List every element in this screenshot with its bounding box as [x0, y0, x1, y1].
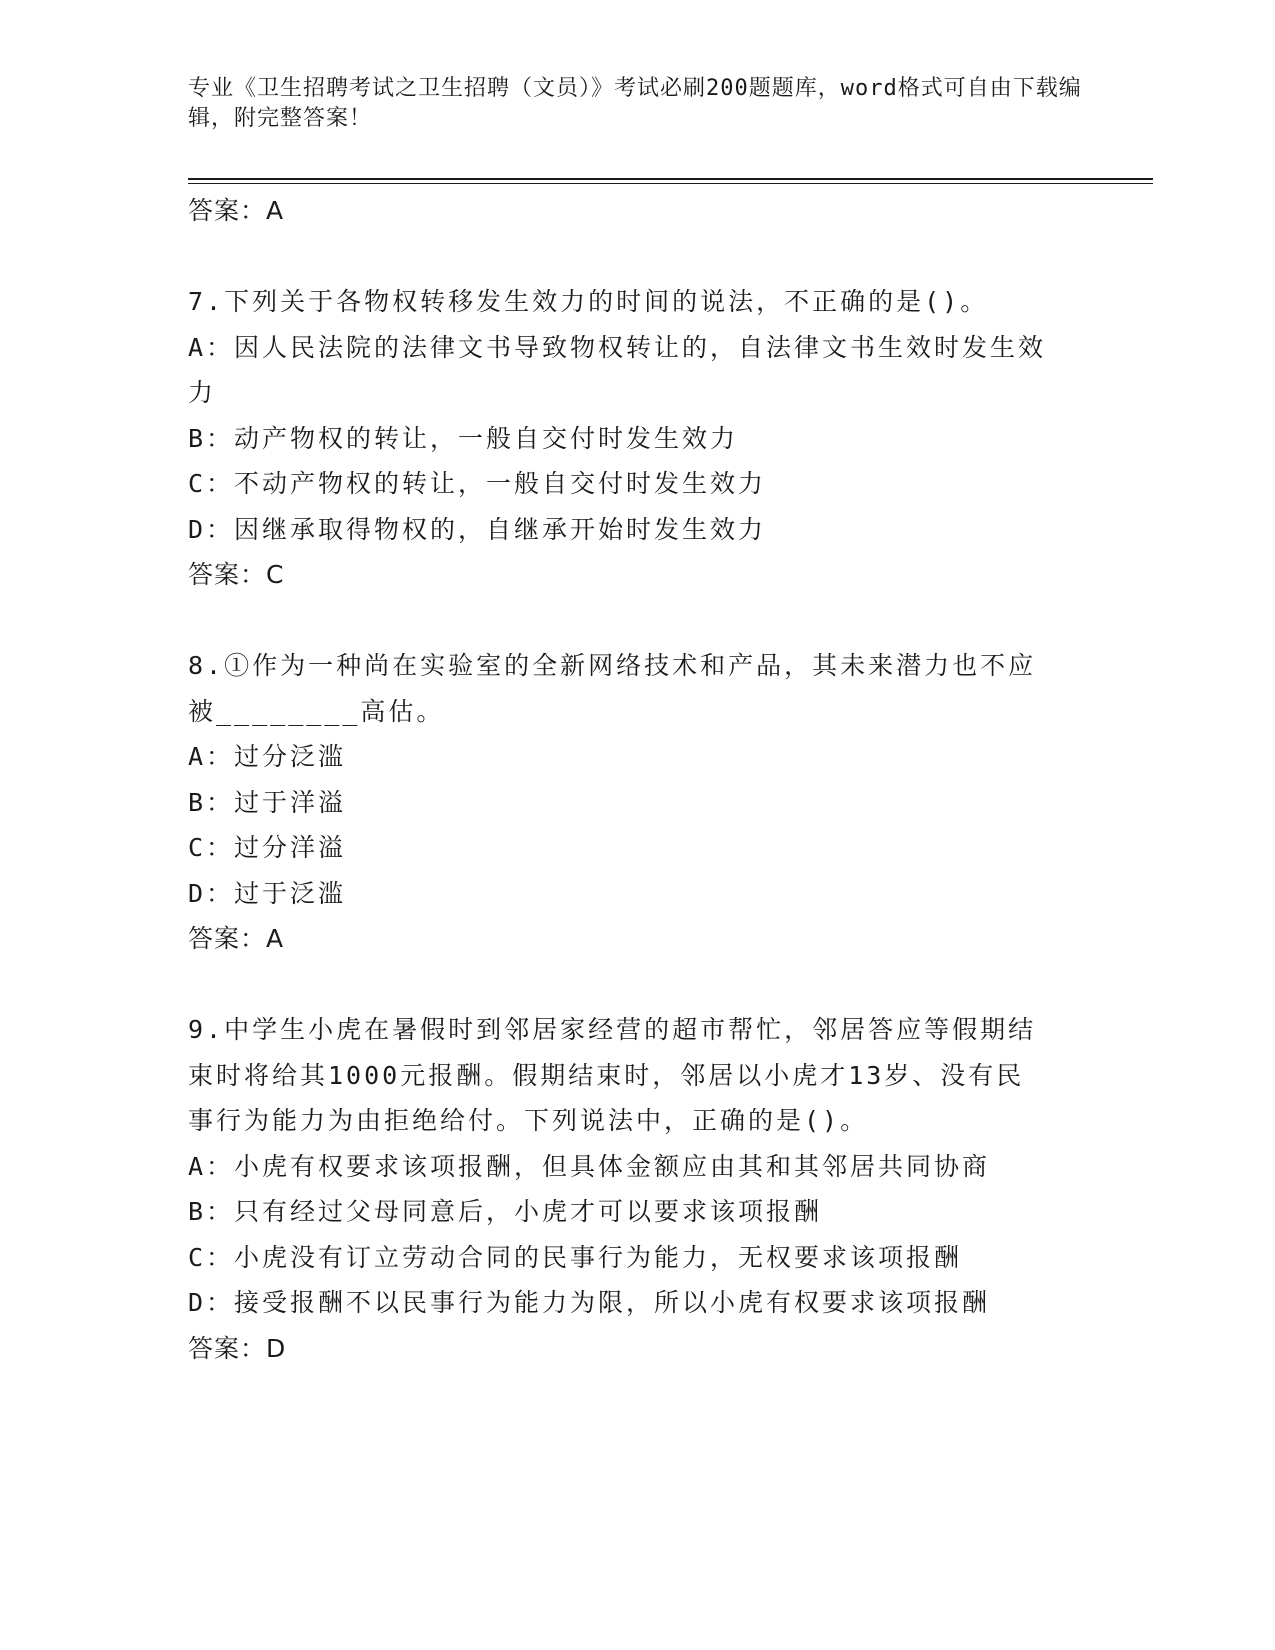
- document-header: 专业《卫生招聘考试之卫生招聘（文员）》考试必刷200题题库，word格式可自由下载编辑，附完整答案！: [188, 76, 1082, 131]
- question-stem-continued: 事行为能力为由拒绝给付。下列说法中，正确的是()。: [188, 1106, 869, 1135]
- question-block: [188, 643, 1088, 962]
- option-b: B：过于洋溢: [188, 787, 347, 817]
- question-stem-continued: 束时将给其1000元报酬。假期结束时，邻居以小虎才13岁、没有民: [188, 1060, 1025, 1090]
- option-b: B：只有经过父母同意后，小虎才可以要求该项报酬: [188, 1197, 823, 1226]
- question-stem: 7.下列关于各物权转移发生效力的时间的说法，不正确的是()。: [188, 287, 989, 316]
- answer-label: 答案：D: [188, 1333, 287, 1363]
- option-b: B：动产物权的转让，一般自交付时发生效力: [188, 423, 739, 453]
- question-stem: 8.①作为一种尚在实验室的全新网络技术和产品，其未来潜力也不应: [188, 651, 1037, 680]
- spacer: [188, 234, 1088, 280]
- header-rule-thick: [188, 178, 1153, 180]
- option-d: D：接受报酬不以民事行为能力为限，所以小虎有权要求该项报酬: [188, 1288, 991, 1317]
- option-c: C：小虎没有订立劳动合同的民事行为能力，无权要求该项报酬: [188, 1242, 963, 1272]
- option-c: C：不动产物权的转让，一般自交付时发生效力: [188, 469, 767, 498]
- option-d: D：因继承取得物权的，自继承开始时发生效力: [188, 514, 767, 544]
- header-rule-thin: [188, 183, 1153, 184]
- spacer: [188, 598, 1088, 644]
- answer-label: 答案：C: [188, 560, 285, 589]
- question-stem: 9.中学生小虎在暑假时到邻居家经营的超市帮忙，邻居答应等假期结: [188, 1015, 1037, 1044]
- spacer: [188, 962, 1088, 1008]
- option-a-continued: 力: [188, 378, 217, 407]
- option-c: C：过分洋溢: [188, 833, 347, 862]
- question-block: [188, 279, 1088, 598]
- question-block: [188, 1007, 1088, 1371]
- option-a: A：过分泛滥: [188, 742, 347, 771]
- option-d: D：过于泛滥: [188, 878, 347, 908]
- question-list: [188, 188, 1088, 1371]
- question-stem-continued: 被________高估。: [188, 696, 445, 726]
- answer-label: 答案：A: [188, 924, 285, 953]
- option-a: A：因人民法院的法律文书导致物权转让的，自法律文书生效时发生效: [188, 332, 1047, 362]
- option-a: A：小虎有权要求该项报酬，但具体金额应由其和其邻居共同协商: [188, 1151, 991, 1181]
- answer-label: 答案：A: [188, 196, 285, 225]
